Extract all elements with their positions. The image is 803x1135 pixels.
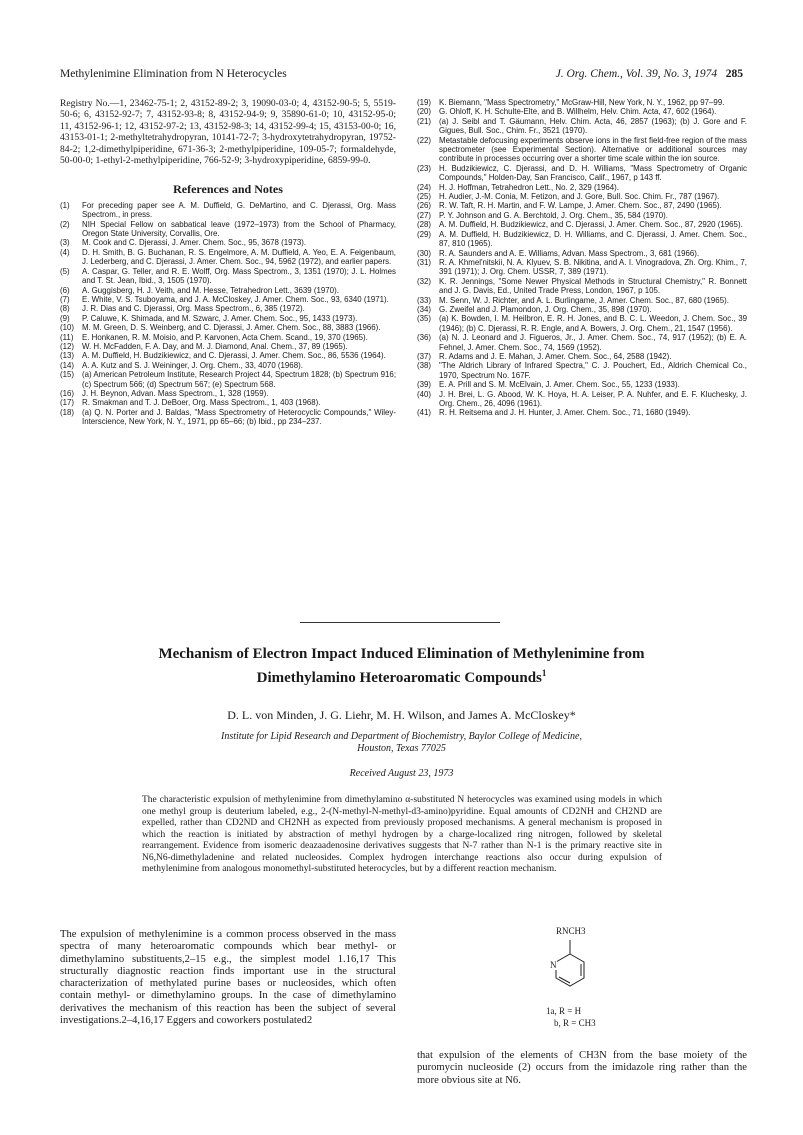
- reference-item: [60, 323, 396, 332]
- reference-text: K. Biemann, "Mass Spectrometry," McGraw-Hill, New York, N. Y., 1962, pp 97–99.: [439, 98, 725, 107]
- right-column: [417, 98, 747, 418]
- reference-number: (24): [417, 182, 432, 192]
- reference-text: K. R. Jennings, "Some Newer Physical Methods in Structural Chemistry," R. Bonnett and J. G. Davis, Ed., United Trade Press, London, 1967, p 105.: [439, 276, 747, 296]
- reference-number: (37): [417, 351, 432, 361]
- reference-number: (7): [60, 294, 70, 304]
- compound-1b-label: b, R = CH3: [554, 1018, 596, 1028]
- reference-number: (1): [60, 200, 70, 210]
- reference-number: (18): [60, 407, 75, 417]
- reference-item: [60, 220, 396, 239]
- references-list-right: [417, 98, 747, 418]
- reference-item: [417, 107, 747, 116]
- reference-text: P. Caluwe, K. Shimada, and M. Szwarc, J. Amer. Chem. Soc., 95, 1433 (1973).: [82, 313, 358, 323]
- reference-item: [417, 333, 747, 352]
- reference-text: R. Adams and J. E. Mahan, J. Amer. Chem. Soc., 64, 2588 (1942).: [439, 351, 672, 361]
- reference-text: G. Ohloff, K. H. Schulte-Elte, and B. Willhelm, Helv. Chim. Acta, 47, 602 (1964).: [439, 107, 717, 117]
- title-line-1: Mechanism of Electron Impact Induced Elimination of Methylenimine from: [158, 646, 645, 662]
- reference-text: "The Aldrich Library of Infrared Spectra," C. J. Pouchert, Ed., Aldrich Chemical Co., 1970, Spectrum No. 167F.: [439, 361, 747, 380]
- abstract: The characteristic expulsion of methylenimine from dimethylamino α-substituted N heterocycles was examined using models in which one methyl group is deuterium labeled, e.g., 2-(N-methyl-N-methyl-d3-amino)pyridine. Equal amounts of CD2NH and CH2ND are expelled, rather than CD2ND and CH2NH as expected from previously proposed mechanisms. A general mechanism is proposed in which the reaction is initiated by abstraction of methyl hydrogen by a charge-localized ring nitrogen, followed by skeletal rearrangement. Evidence from isomeric deazaadenosine derivatives suggests that N-7 rather than N-1 is the primary reactive site in N6,N6-dimethyladenine and related nucleosides. Complex hydrogen interchange reactions also occur during expulsion of methylenimine from analogous monomethyl-substituted heterocycles, but by a different reaction mechanism.: [142, 795, 662, 874]
- reference-text: H. Audier, J.-M. Conia, M. Fetizon, and J. Gore, Bull. Soc. Chim. Fr., 787 (1967).: [439, 192, 720, 202]
- reference-text: For preceding paper see A. M. Duffield, G. DeMartino, and C. Djerassi, Org. Mass Spectrom., in press.: [82, 200, 396, 220]
- reference-number: (16): [60, 388, 75, 398]
- reference-text: E. Honkanen, R. M. Moisio, and P. Karvonen, Acta Chem. Scand., 19, 370 (1965).: [82, 332, 368, 342]
- reference-number: (25): [417, 192, 432, 202]
- reference-text: M. Cook and C. Djerassi, J. Amer. Chem. Soc., 95, 3678 (1973).: [82, 238, 307, 248]
- body-text-left: The expulsion of methylenimine is a common process observed in the mass spectra of many heteroaromatic compounds which bear methyl- or dimethylamino substituents,2–15 e.g., the simplest model 1.16,17 This structurally diagnostic reaction finds important use in the structural characterization of methylated purine bases or nucleosides, which often contain methyl- or dimethylamino groups. In the case of dimethylamino derivatives the mechanism of this reaction has been the subject of several investigations.2–4,16,17 Eggers and coworkers postulated2: [60, 929, 396, 1027]
- reference-item: [417, 249, 747, 258]
- body-text-right: that expulsion of the elements of CH3N from the base moiety of the puromycin nucleoside (2) occurs from the imidazole ring rather than the more obvious site at N6.: [417, 1050, 747, 1086]
- reference-number: (11): [60, 332, 74, 342]
- reference-item: [417, 117, 747, 136]
- reference-text: (a) J. Seibl and T. Gäumann, Helv. Chim. Acta, 46, 2857 (1963); (b) J. Gore and F. Gigues, Bull. Soc., Chim. Fr., 3521 (1970).: [439, 116, 747, 136]
- ring-nitrogen-label: N: [550, 960, 557, 970]
- reference-text: G. Zweifel and J. Plamondon, J. Org. Chem., 35, 898 (1970).: [439, 304, 652, 314]
- reference-item: [60, 314, 396, 323]
- reference-text: R. A. Khmel'nitskii, N. A. Klyuev, S. B. Nikitina, and A. I. Vinogradova, Zh. Org. Khim., 7, 391 (1971); J. Org. Chem. USSR, 7, 389 (1971).: [439, 257, 747, 277]
- running-head: Methylenimine Elimination from N Heterocycles: [60, 68, 287, 80]
- reference-number: (15): [60, 370, 75, 380]
- reference-text: A. Caspar, G. Teller, and R. E. Wolff, Org. Mass Spectrom., 3, 1351 (1970); J. L. Holmes and T. St. Jean, Ibid., 3, 1505 (1970).: [82, 266, 396, 286]
- institution-line-2: Houston, Texas 77025: [357, 743, 446, 754]
- reference-item: [60, 238, 396, 247]
- received-date: Received August 23, 1973: [349, 768, 454, 779]
- reference-number: (41): [417, 408, 432, 418]
- reference-text: A. Guggisberg, H. J. Veith, and M. Hesse, Tetrahedron Lett., 3639 (1970).: [82, 285, 339, 295]
- reference-number: (9): [60, 313, 70, 323]
- reference-text: E. A. Prill and S. M. McElvain, J. Amer. Chem. Soc., 55, 1233 (1933).: [439, 380, 680, 390]
- reference-text: NIH Special Fellow on sabbatical leave (1972–1973) from the School of Pharmacy, Oregon State University, Corvallis, Ore.: [82, 219, 396, 239]
- reference-text: (a) N. J. Leonard and J. Figueros, Jr., J. Amer. Chem. Soc., 74, 917 (1952); (b) E. A. Fehnel, J. Amer. Chem. Soc., 74, 1569 (1952).: [439, 333, 747, 352]
- reference-text: P. Y. Johnson and G. A. Berchtold, J. Org. Chem., 35, 584 (1970).: [439, 210, 668, 220]
- reference-item: [60, 295, 396, 304]
- reference-text: A. M. Duffield, H. Budzikiewicz, D. H. Williams, and C. Djerassi, J. Amer. Chem. Soc., 87, 810 (1965).: [439, 229, 747, 249]
- chemical-structure: [540, 926, 620, 1046]
- reference-number: (28): [417, 220, 432, 230]
- reference-item: [417, 98, 747, 107]
- reference-number: (40): [417, 389, 432, 399]
- reference-item: [417, 183, 747, 192]
- reference-number: (31): [417, 257, 432, 267]
- reference-text: (a) K. Bowden, I. M. Heilbron, E. R. H. Jones, and B. C. L. Weedon, J. Chem. Soc., 39 (1946); (b) C. Djerassi, R. R. Engle, and A. Bowers, J. Org. Chem., 21, 1547 (1956).: [439, 314, 747, 333]
- reference-text: E. White, V. S. Tsuboyama, and J. A. McCloskey, J. Amer. Chem. Soc., 93, 6340 (1971).: [82, 294, 389, 304]
- reference-item: [60, 361, 396, 370]
- reference-number: (3): [60, 238, 70, 248]
- reference-text: H. Budzikiewicz, C. Djerassi, and D. H. Williams, "Mass Spectrometry of Organic Compounds," Holden-Day, San Francisco, Calif., 1967, p 143 ff.: [439, 163, 747, 183]
- reference-number: (12): [60, 341, 75, 351]
- reference-text: (a) Q. N. Porter and J. Baldas, "Mass Spectrometry of Heterocyclic Compounds," Wiley-Interscience, New York, N. Y., 1971, pp 65–66; (b) Ibid., pp 234–237.: [82, 407, 396, 427]
- reference-text: (a) American Petroleum Institute, Research Project 44, Spectrum 1828; (b) Spectrum 916; (c) Spectrum 566; (d) Spectrum 567; (e) Spectrum 568.: [82, 370, 397, 389]
- reference-text: D. H. Smith, B. G. Buchanan, R. S. Engelmore, A. M. Duffield, A. Yeo, E. A. Feigenbaum, J. Lederberg, and C. Djerassi, J. Amer. Chem. Soc., 94, 5962 (1972), and earlier papers.: [82, 247, 396, 267]
- reference-number: (35): [417, 314, 432, 324]
- left-column: [60, 98, 396, 427]
- reference-item: [417, 258, 747, 277]
- reference-number: (22): [417, 135, 432, 145]
- reference-number: (13): [60, 351, 75, 361]
- authors: D. L. von Minden, J. G. Liehr, M. H. Wilson, and James A. McCloskey*: [227, 708, 576, 722]
- reference-item: [417, 305, 747, 314]
- reference-item: [60, 398, 396, 407]
- reference-text: H. J. Hoffman, Tetrahedron Lett., No. 2, 329 (1964).: [439, 182, 619, 192]
- reference-item: [417, 314, 747, 333]
- title-line-2: Dimethylamino Heteroaromatic Compounds: [256, 670, 542, 686]
- reference-item: [417, 211, 747, 220]
- reference-item: [417, 390, 747, 409]
- reference-item: [60, 248, 396, 267]
- reference-number: (10): [60, 323, 75, 333]
- reference-text: R. H. Reitsema and J. H. Hunter, J. Amer. Chem. Soc., 71, 1680 (1949).: [439, 408, 691, 418]
- reference-number: (20): [417, 107, 432, 117]
- reference-item: [60, 286, 396, 295]
- reference-item: [417, 192, 747, 201]
- reference-item: [417, 408, 747, 417]
- reference-item: [417, 361, 747, 380]
- structure-group-label: RNCH3: [556, 926, 586, 936]
- reference-number: (36): [417, 333, 432, 343]
- section-divider: [300, 622, 500, 623]
- reference-text: Metastable defocusing experiments observe ions in the first field-free region of the mass spectrometer (see Experimental Section). Alternative or additional sources may contribute in processes occurring over a shorter time scale within the ion source.: [439, 135, 747, 164]
- reference-number: (14): [60, 360, 75, 370]
- reference-text: R. A. Saunders and A. E. Williams, Advan. Mass Spectrom., 3, 681 (1966).: [439, 248, 700, 258]
- pyridine-ring-drawing: [540, 936, 620, 1016]
- reference-item: [417, 230, 747, 249]
- reference-text: A. M. Duffield, H. Budzikiewicz, and C. Djerassi, J. Amer. Chem. Soc., 86, 5536 (1964).: [82, 351, 386, 361]
- reference-text: R. Smakman and T. J. DeBoer, Org. Mass Spectrom., 1, 403 (1968).: [82, 398, 321, 408]
- reference-number: (30): [417, 248, 432, 258]
- reference-text: R. W. Taft, R. H. Martin, and F. W. Lampe, J. Amer. Chem. Soc., 87, 2490 (1965).: [439, 201, 722, 211]
- reference-number: (33): [417, 295, 432, 305]
- reference-item: [60, 370, 396, 389]
- reference-number: (26): [417, 201, 432, 211]
- reference-item: [417, 277, 747, 296]
- institution: [60, 731, 743, 755]
- article-title: [60, 645, 743, 688]
- reference-item: [60, 267, 396, 286]
- reference-number: (34): [417, 304, 432, 314]
- reference-item: [417, 352, 747, 361]
- reference-number: (4): [60, 247, 70, 257]
- reference-text: J. H. Brei, L. G. Abood, W. K. Hoya, H. A. Leiser, P. A. Nuhfer, and E. F. Kluchesky, J. Org. Chem., 26, 4096 (1961).: [439, 389, 747, 408]
- reference-number: (39): [417, 380, 432, 390]
- title-line-2-wrap: [60, 664, 743, 688]
- reference-number: (27): [417, 210, 432, 220]
- reference-item: [60, 304, 396, 313]
- reference-number: (8): [60, 304, 70, 314]
- reference-item: [417, 201, 747, 210]
- reference-item: [417, 296, 747, 305]
- reference-item: [417, 380, 747, 389]
- references-list-left: [60, 201, 396, 427]
- reference-number: (38): [417, 361, 432, 371]
- reference-number: (23): [417, 163, 432, 173]
- reference-number: (2): [60, 219, 70, 229]
- compound-1a-label: 1a, R = H: [546, 1006, 582, 1016]
- reference-item: [60, 408, 396, 427]
- reference-item: [417, 164, 747, 183]
- reference-item: [60, 351, 396, 360]
- reference-item: [417, 136, 747, 164]
- reference-number: (6): [60, 285, 70, 295]
- reference-number: (19): [417, 98, 432, 107]
- reference-item: [60, 342, 396, 351]
- journal-citation: [556, 68, 743, 80]
- reference-number: (32): [417, 276, 432, 286]
- reference-number: (29): [417, 229, 432, 239]
- page-number: 285: [725, 68, 743, 80]
- references-heading: References and Notes: [173, 182, 283, 197]
- institution-line-1: Institute for Lipid Research and Department of Biochemistry, Baylor College of Medicine,: [221, 731, 582, 742]
- reference-text: M. Senn, W. J. Richter, and A. L. Burlingame, J. Amer. Chem. Soc., 87, 680 (1965).: [439, 295, 729, 305]
- reference-item: [60, 389, 396, 398]
- reference-text: W. H. McFadden, F. A. Day, and M. J. Diamond, Anal. Chem., 37, 89 (1965).: [82, 341, 348, 351]
- journal-info: J. Org. Chem., Vol. 39, No. 3, 1974: [555, 68, 718, 80]
- reference-text: J. H. Beynon, Advan. Mass Spectrom., 1, 328 (1959).: [82, 388, 269, 398]
- reference-number: (17): [60, 398, 75, 408]
- reference-number: (5): [60, 266, 70, 276]
- reference-item: [417, 220, 747, 229]
- reference-text: J. R. Dias and C. Djerassi, Org. Mass Spectrom., 6, 385 (1972).: [82, 304, 305, 314]
- title-footnote-marker: 1: [541, 668, 547, 678]
- reference-text: A. A. Kutz and S. J. Weininger, J. Org. Chem., 33, 4070 (1968).: [82, 360, 303, 370]
- reference-text: M. M. Green, D. S. Weinberg, and C. Djerassi, J. Amer. Chem. Soc., 88, 3883 (1966).: [82, 323, 381, 333]
- reference-text: A. M. Duffield, H. Budzikiewicz, and C. Djerassi, J. Amer. Chem. Soc., 87, 2920 (1965).: [439, 220, 743, 230]
- registry-numbers: Registry No.—1, 23462-75-1; 2, 43152-89-2; 3, 19090-03-0; 4, 43152-90-5; 5, 5519-50-6; 6, 43152-92-7; 7, 43152-93-8; 8, 43152-94-9; 9, 35890-61-0; 10, 43152-95-0; 11, 43152-96-1; 12, 43152-97-2; 13, 43152-98-3; 14, 43152-99-4; 15, 43153-00-0; 16, 43153-01-1; 2-methyltetrahydropyran, 10141-72-7; 3-hydroxytetrahydropyran, 19752-84-2; 1,2-dimethylpiperidine, 671-36-3; 2-methylpiperidine, 109-05-7; formaldehyde, 50-00-0; 1-ethyl-2-methylpiperidine, 766-52-9; 3-hydroxypiperidine, 6859-99-0.: [60, 98, 396, 167]
- reference-number: (21): [417, 116, 432, 126]
- reference-item: [60, 333, 396, 342]
- reference-item: [60, 201, 396, 220]
